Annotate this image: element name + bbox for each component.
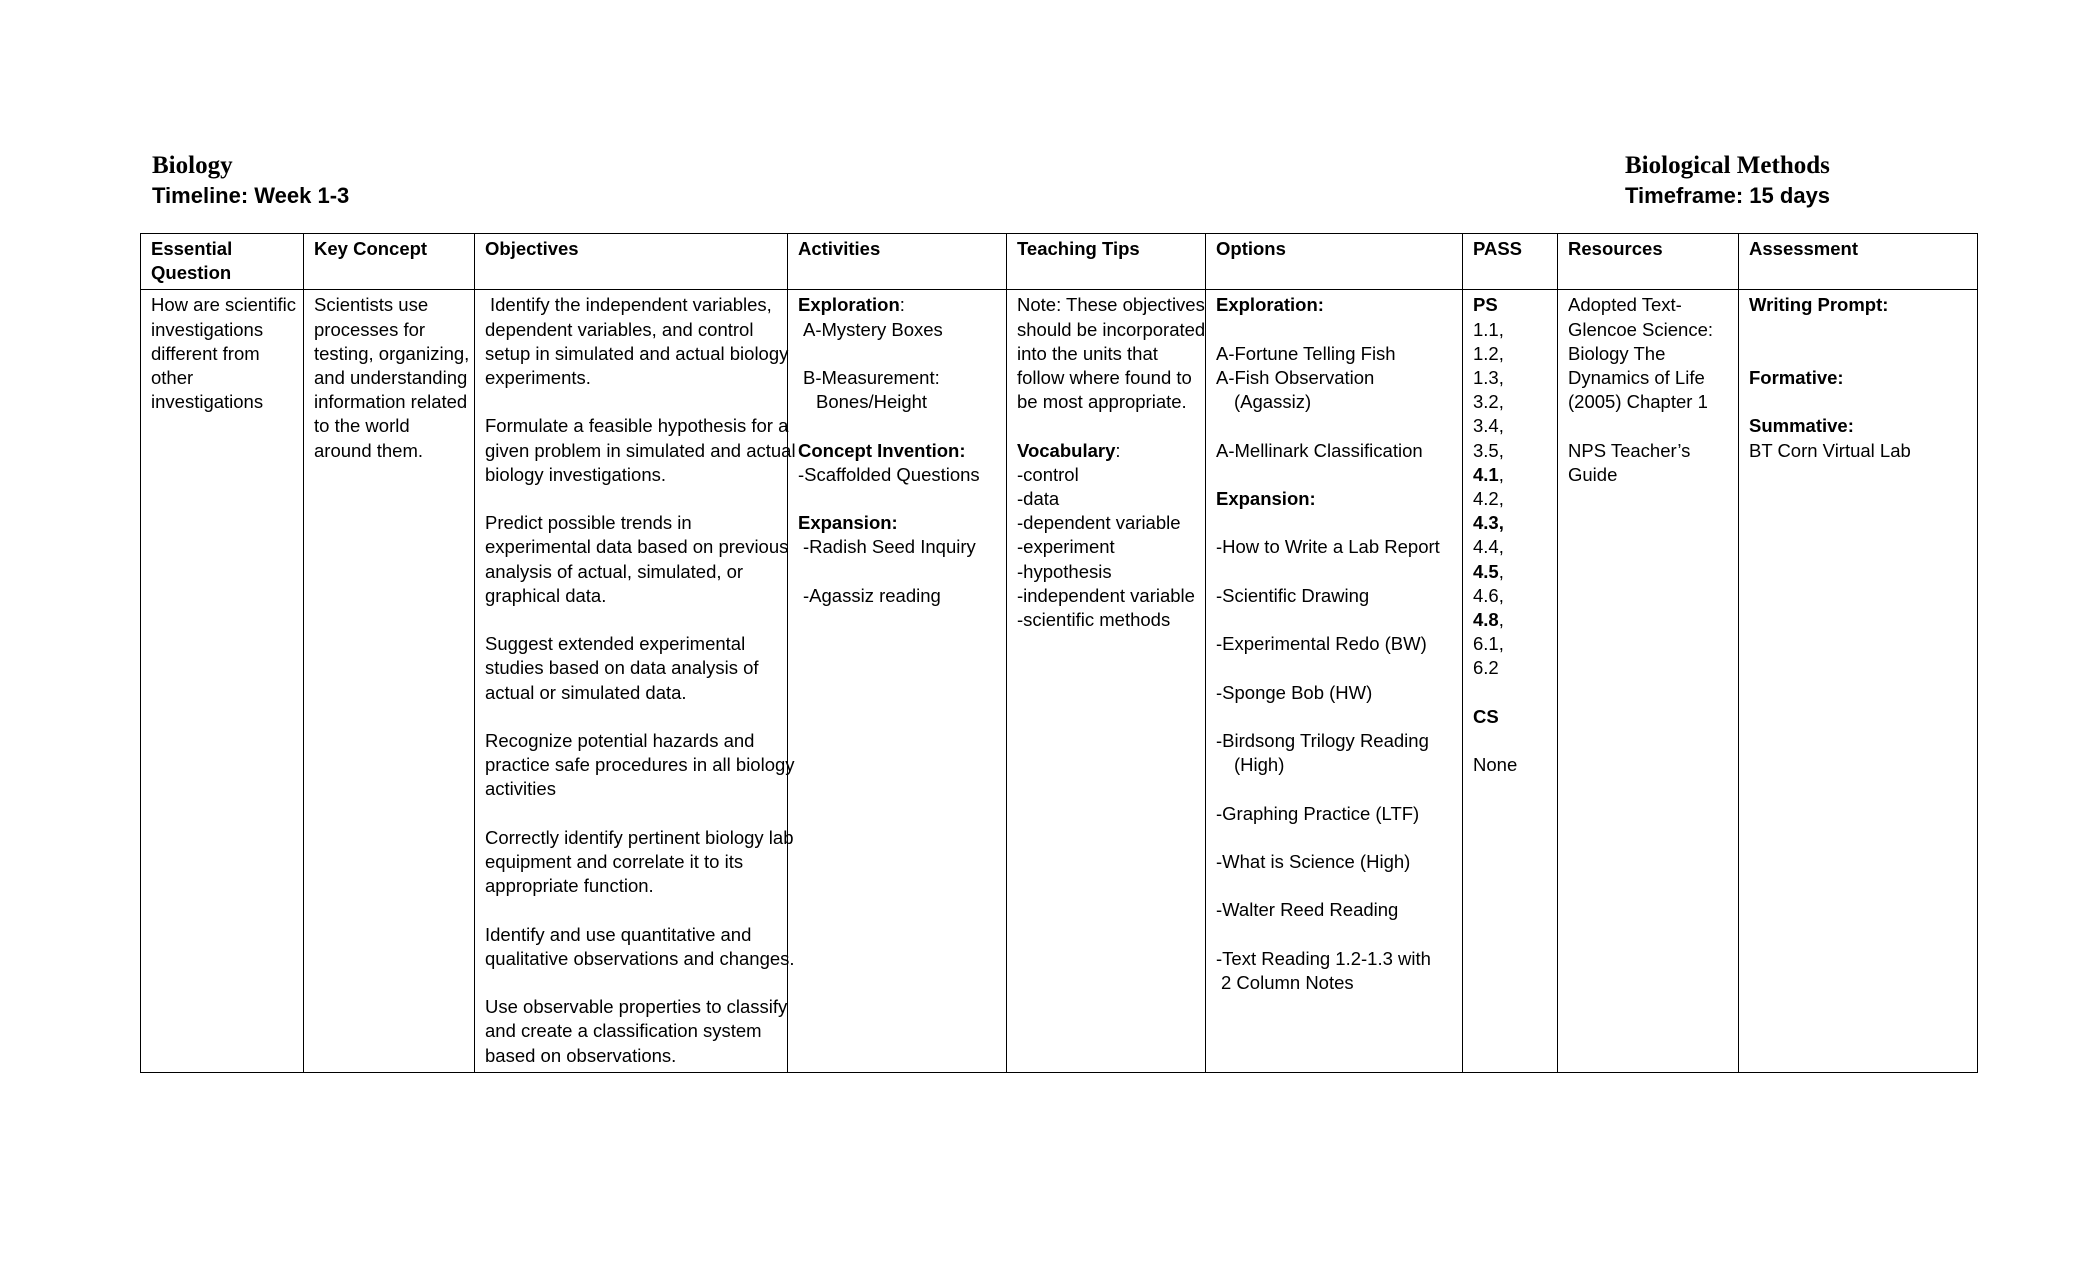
column-header: Assessment: [1739, 234, 1978, 290]
cell-line: Use observable properties to classify: [485, 996, 788, 1018]
cell-line: different from: [151, 342, 260, 364]
subject-title: Biology: [152, 152, 233, 179]
cell-line: -Scaffolded Questions: [798, 463, 980, 485]
pass-standard: 4.2: [1473, 488, 1499, 510]
pass-standard: 4.4: [1473, 536, 1499, 558]
pass-standard: 6.2: [1473, 657, 1499, 679]
timeline: Timeline: Week 1-3: [152, 183, 350, 208]
cell-line: follow where found to: [1017, 367, 1192, 389]
cell-line: graphical data.: [485, 584, 607, 606]
cell-line: dependent variables, and control: [485, 318, 754, 340]
cell-line: A-Mellinark Classification: [1216, 439, 1423, 461]
section-label: Expansion:: [1216, 487, 1316, 509]
cell-line: A-Fish Observation: [1216, 367, 1375, 388]
cell-line: Scientists use: [314, 294, 429, 316]
timeframe: Timeframe: 15 days: [1625, 183, 1831, 208]
cell-line: around them.: [314, 439, 424, 461]
cell-line: Recognize potential hazards and: [485, 730, 755, 751]
cell-line: and create a classification system: [485, 1020, 762, 1042]
cell-line: to the world: [314, 415, 410, 437]
cell-line: investigations: [151, 318, 264, 340]
pass-standard: 4.6: [1473, 584, 1499, 606]
key-concept-cell: [304, 290, 475, 1072]
section-label: Exploration: [798, 294, 900, 316]
cell-line: 2 Column Notes: [1221, 971, 1354, 993]
cell-line: BT Corn Virtual Lab: [1749, 439, 1911, 461]
unit-title: Biological Methods: [1625, 152, 1830, 179]
table-row: [141, 290, 1978, 1072]
cell-line: studies based on data analysis of: [485, 657, 759, 679]
cell-line: analysis of actual, simulated, or: [485, 560, 744, 582]
cell-line: activities: [485, 778, 556, 800]
pass-standard: 4.8: [1473, 609, 1499, 631]
column-header: Essential Question: [141, 234, 304, 290]
cell-line: -Graphing Practice (LTF): [1216, 802, 1420, 824]
cell-line: -scientific methods: [1017, 609, 1171, 631]
cell-line: Guide: [1568, 463, 1618, 485]
cell-line: Predict possible trends in: [485, 512, 692, 534]
column-header: Resources: [1558, 234, 1739, 290]
essential-question-cell: [141, 290, 304, 1072]
pass-standard: 6.1: [1473, 633, 1499, 655]
cell-line: -control: [1017, 463, 1079, 485]
cell-line: A-Mystery Boxes: [803, 318, 943, 340]
section-label: Writing Prompt:: [1749, 294, 1889, 316]
pass-standard: 3.5: [1473, 439, 1499, 461]
cell-line: Dynamics of Life: [1568, 367, 1705, 389]
section-label: Summative:: [1749, 415, 1854, 437]
header-right: [1625, 150, 1830, 210]
cell-line: qualitative observations and changes.: [485, 947, 795, 969]
cell-line: investigations: [151, 391, 264, 413]
cell-line: -Birdsong Trilogy Reading: [1216, 729, 1429, 751]
column-header: Options: [1206, 234, 1463, 290]
cell-line: -How to Write a Lab Report: [1216, 536, 1440, 558]
column-header: Activities: [788, 234, 1007, 290]
cell-line: appropriate function.: [485, 875, 654, 897]
assessment-cell: [1739, 290, 1978, 1072]
cell-line: Biology The: [1568, 342, 1666, 364]
pass-standard: 1.3: [1473, 367, 1499, 389]
cell-line: A-Fortune Telling Fish: [1216, 342, 1396, 364]
section-label: Vocabulary: [1017, 439, 1116, 461]
cell-line: -dependent variable: [1017, 512, 1181, 534]
cell-line: setup in simulated and actual biology: [485, 342, 789, 364]
objectives-cell: [475, 290, 796, 1072]
section-label: CS: [1473, 705, 1499, 727]
resources-cell: [1558, 290, 1739, 1072]
cell-line: NPS Teacher’s: [1568, 439, 1691, 461]
cell-line: -data: [1017, 488, 1060, 510]
cell-line: Formulate a feasible hypothesis for a: [485, 415, 789, 437]
cell-line: (High): [1234, 754, 1285, 776]
cell-line: -experiment: [1017, 536, 1115, 558]
cell-line: and understanding: [314, 367, 468, 389]
cell-line: -Experimental Redo (BW): [1216, 633, 1427, 655]
cell-line: Adopted Text-: [1568, 294, 1682, 316]
pass-standard: 1.2: [1473, 342, 1499, 364]
options-cell: [1206, 290, 1463, 1072]
section-label: Expansion:: [798, 512, 898, 534]
cell-line: equipment and correlate it to its: [485, 851, 744, 872]
cell-line: testing, organizing,: [314, 342, 470, 364]
cell-line: -Scientific Drawing: [1216, 584, 1370, 606]
cell-line: Glencoe Science:: [1568, 318, 1714, 340]
cell-line: -What is Science (High): [1216, 850, 1411, 872]
cell-line: How are scientific: [151, 294, 296, 316]
cell-line: (2005) Chapter 1: [1568, 391, 1708, 413]
cell-line: experiments.: [485, 367, 591, 389]
cell-line: B-Measurement:: [803, 367, 940, 388]
cell-line: -Radish Seed Inquiry: [803, 536, 976, 558]
table-header-row: [141, 234, 1978, 290]
pass-standard: 1.1: [1473, 318, 1499, 340]
cell-line: information related: [314, 391, 468, 413]
cell-line: Correctly identify pertinent biology lab: [485, 826, 794, 848]
cell-line: (Agassiz): [1234, 391, 1312, 413]
cell-line: should be incorporated: [1017, 318, 1206, 340]
pass-standard: 4.3: [1473, 512, 1499, 534]
column-header: PASS: [1463, 234, 1558, 290]
pass-cell: PS 1.1, 1.2, 1.3, 3.2, 3.4, 3.5, 4.1, 4.2, 4.3, 4.4, 4.5, 4.6, 4.8, 6.1, 6.2 CS None: [1463, 290, 1558, 1072]
cell-line: -Sponge Bob (HW): [1216, 681, 1373, 703]
cell-line: into the units that: [1017, 342, 1158, 364]
section-label: Exploration:: [1216, 294, 1324, 316]
cell-line: processes for: [314, 318, 426, 340]
cell-line: None: [1473, 754, 1518, 776]
lesson-plan-table: [140, 233, 1978, 1073]
cell-line: experimental data based on previous: [485, 536, 789, 558]
cell-line: Identify the independent variables,: [490, 294, 772, 316]
teaching-tips-cell: Note: These objectives should be incorporated into the units that follow where found to be most appropriate. Vocabulary: -control -data -dependent variable -experiment -hypothesis -independent variable -scientific methods: [1007, 290, 1206, 1072]
pass-standard: 4.1: [1473, 463, 1499, 485]
cell-line: Note: These objectives: [1017, 294, 1205, 316]
column-header: Objectives: [475, 234, 788, 290]
pass-standard: 3.4: [1473, 415, 1499, 437]
section-label: PS: [1473, 294, 1498, 316]
cell-line: -independent variable: [1017, 584, 1195, 606]
cell-line: actual or simulated data.: [485, 681, 687, 703]
pass-standard: 4.5: [1473, 560, 1499, 582]
cell-line: be most appropriate.: [1017, 391, 1187, 413]
cell-line: other: [151, 367, 194, 389]
cell-line: based on observations.: [485, 1044, 677, 1066]
cell-line: biology investigations.: [485, 463, 666, 485]
section-label: Formative:: [1749, 366, 1844, 388]
cell-line: practice safe procedures in all biology: [485, 754, 795, 776]
cell-line: -Walter Reed Reading: [1216, 899, 1399, 921]
cell-line: Identify and use quantitative and: [485, 923, 752, 945]
cell-line: Bones/Height: [816, 391, 928, 413]
pass-standard: 3.2: [1473, 391, 1499, 413]
activities-cell: Exploration: A-Mystery Boxes B-Measurement: Bones/Height Concept Invention: -Scaffolded Questions Expansion: -Radish Seed Inquiry -Agassiz reading: [788, 290, 1007, 1072]
cell-line: given problem in simulated and actual: [485, 439, 796, 461]
header-left: [152, 150, 349, 210]
cell-line: -hypothesis: [1017, 560, 1112, 582]
cell-line: -Agassiz reading: [803, 584, 941, 606]
column-header: Key Concept: [304, 234, 475, 290]
cell-line: Suggest extended experimental: [485, 633, 746, 655]
section-label: Concept Invention:: [798, 439, 966, 461]
cell-line: -Text Reading 1.2-1.3 with: [1216, 947, 1431, 969]
column-header: Teaching Tips: [1007, 234, 1206, 290]
